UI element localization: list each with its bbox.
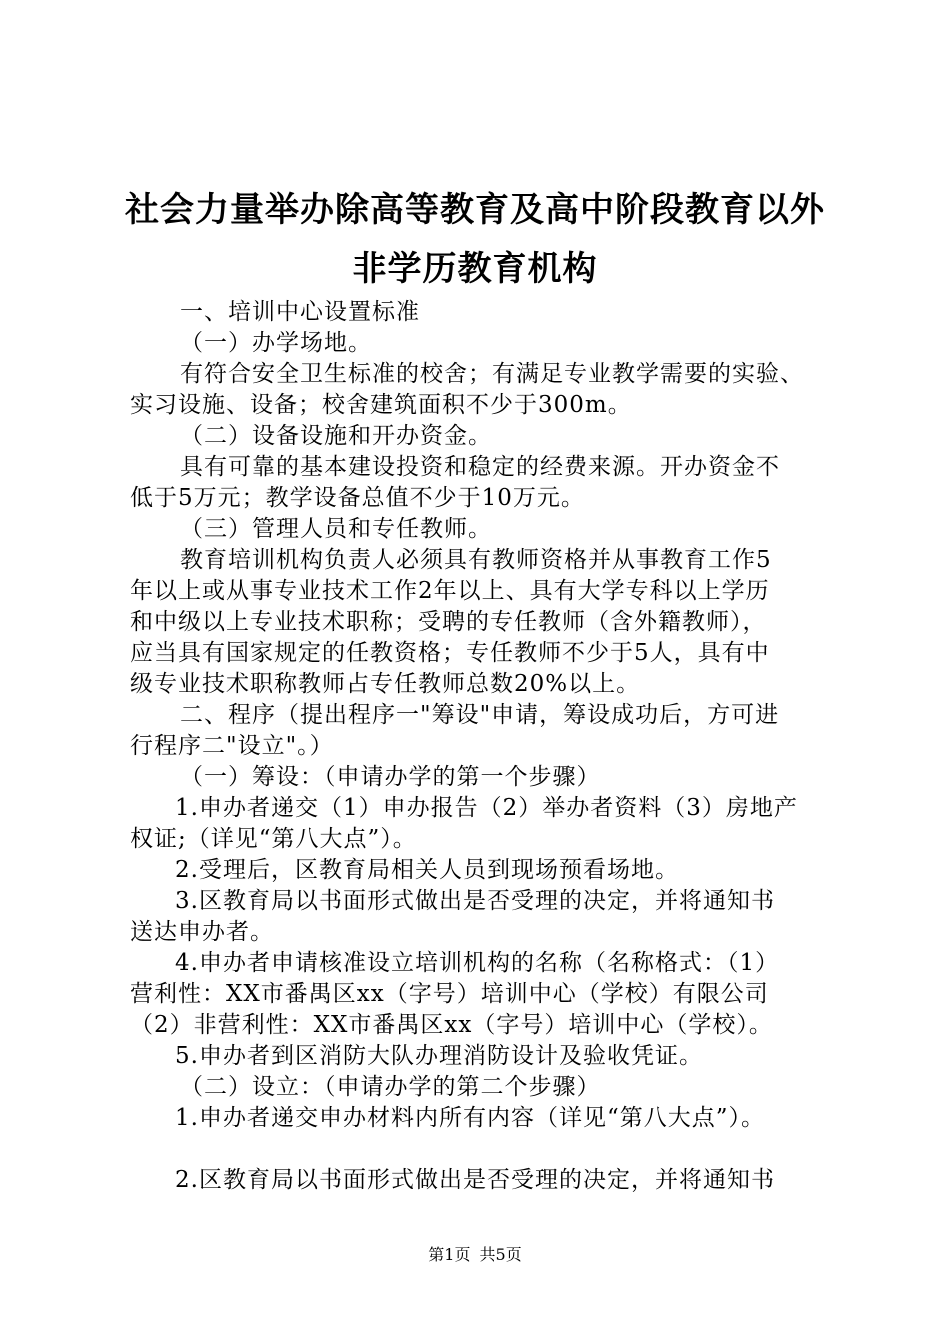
paragraph-line: 应当具有国家规定的任教资格；专任教师不少于5人，具有中 — [130, 640, 770, 666]
list-item-continued: 营利性：XX市番禺区xx（字号）培训中心（学校）有限公司 — [130, 981, 769, 1007]
paragraph-line: 和中级以上专业技术职称；受聘的专任教师（含外籍教师）， — [130, 609, 767, 635]
subsection-heading: （三）管理人员和专任教师。 — [180, 516, 492, 542]
section-heading-2: 二、程序（提出程序一"筹设"申请，筹设成功后，方可进 — [180, 702, 780, 728]
document-body — [130, 297, 830, 1196]
list-item: 4.申办者申请核准设立培训机构的名称（名称格式：（1） — [175, 950, 780, 976]
subsection-heading: （二）设备设施和开办资金。 — [180, 423, 492, 449]
list-item: 3.区教育局以书面形式做出是否受理的决定，并将通知书 — [175, 888, 775, 914]
subsection-heading: （一）办学场地。 — [180, 330, 372, 356]
page-total: 共5页 — [479, 1245, 522, 1264]
page-number: 第1页 — [428, 1245, 471, 1264]
page-footer — [0, 1245, 950, 1265]
subsection-heading: （二）设立：（申请办学的第二个步骤） — [180, 1074, 601, 1100]
paragraph-line: 教育培训机构负责人必须具有教师资格并从事教育工作5 — [180, 547, 772, 573]
blank-line — [130, 1134, 830, 1165]
list-item: 2.受理后，区教育局相关人员到现场预看场地。 — [175, 857, 679, 883]
section-heading-1: 一、培训中心设置标准 — [180, 299, 420, 325]
list-item: 5.申办者到区消防大队办理消防设计及验收凭证。 — [175, 1043, 703, 1069]
list-item: 2.区教育局以书面形式做出是否受理的决定，并将通知书 — [175, 1167, 775, 1193]
list-item-continued: 送达申办者。 — [130, 919, 274, 945]
list-item: 1.申办者递交（1）申办报告（2）举办者资料（3）房地产 — [175, 795, 798, 821]
paragraph-line: 年以上或从事专业技术工作2年以上、具有大学专科以上学历 — [130, 578, 770, 604]
list-item-continued: 权证;（详见“第八大点”）。 — [130, 826, 417, 852]
list-item: 1.申办者递交申办材料内所有内容（详见“第八大点”）。 — [175, 1105, 765, 1131]
paragraph-line: 低于5万元；教学设备总值不少于10万元。 — [130, 485, 585, 511]
paragraph-line: 实习设施、设备；校舍建筑面积不少于300m。 — [130, 392, 632, 418]
list-item-continued: （2）非营利性：XX市番禺区xx（字号）培训中心（学校）。 — [130, 1012, 773, 1038]
paragraph-line: 级专业技术职称教师占专任教师总数20%以上。 — [130, 671, 641, 697]
subsection-heading: （一）筹设：（申请办学的第一个步骤） — [180, 764, 601, 790]
document-title-line-2: 非学历教育机构 — [352, 249, 598, 289]
paragraph-line: 有符合安全卫生标准的校舍；有满足专业教学需要的实验、 — [180, 361, 804, 387]
paragraph-line: 具有可靠的基本建设投资和稳定的经费来源。开办资金不 — [180, 454, 780, 480]
document-title-line-1: 社会力量举办除高等教育及高中阶段教育以外 — [125, 190, 825, 230]
paragraph-line: 行程序二"设立"。） — [130, 733, 334, 759]
